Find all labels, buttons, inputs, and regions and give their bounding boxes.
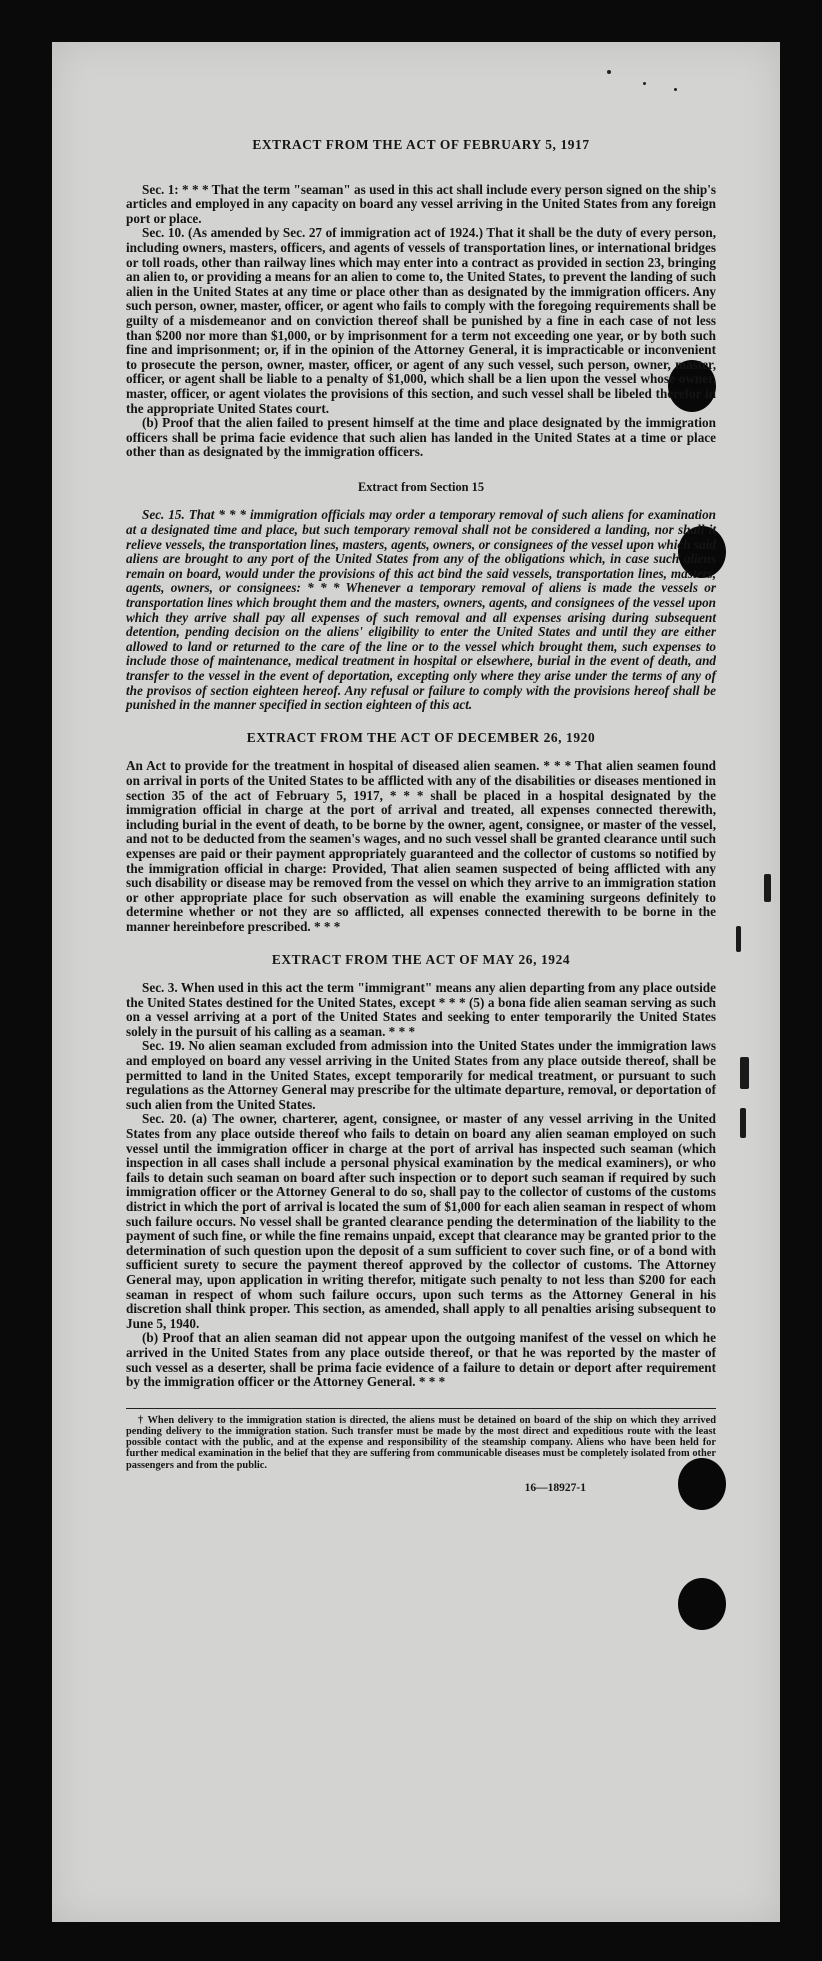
form-number: 16—18927-1	[524, 1481, 586, 1494]
footnote-text: † When delivery to the immigration station is directed, the aliens must be detained on board of the ship on which they arrived pending delivery to the immigration station. Such transfer must be made by the most direct and expeditious route with the least possible contact with the public, and at the expense and responsibility of the steamship company. Aliens who have been held for further medical examination in the belief that they are suffering from communicable diseases must be completely isolated from other passengers and from the public.	[126, 1414, 716, 1471]
paragraph-sec20b: (b) Proof that an alien seaman did not appear upon the outgoing manifest of the vessel on which he arrived in the United States from any place outside thereof, or that he was reported by the master of such vessel as a deserter, shall be prima facie evidence of a failure to detain or deport after requirement by the immigration officer or the Attorney General. * * *	[126, 1330, 716, 1390]
section-15-block	[126, 508, 716, 712]
ink-speck	[643, 82, 646, 85]
ink-speck	[674, 88, 677, 91]
margin-mark	[764, 874, 771, 902]
margin-mark	[736, 926, 741, 952]
paragraph-sec19: Sec. 19. No alien seaman excluded from admission into the United States under the immigration laws and employed on board any vessel arriving in the United States from any place outside thereof, shall be permitted to land in the United States, except temporarily for medical treatment, or pursuant to such regulations as the Attorney General may prescribe for the ultimate departure, removal, or deportation of such alien from the United States.	[126, 1038, 716, 1112]
paragraph-act-1920: An Act to provide for the treatment in hospital of diseased alien seamen. * * * That alien seamen found on arrival in ports of the United States to be afflicted with any of the disabilities or diseases mentioned in section 35 of the act of February 5, 1917, * * * shall be placed in a hospital designated by the immigration official in charge at the port of arrival and treated, all expenses connected therewith, including burial in the event of death, to be borne by the owner, agent, consignee, or master of the vessel, and not to be deducted from the seamen's wages, and no such vessel shall be granted clearance until such expenses are paid or their payment appropriately guaranteed and the collector of customs so notified by the immigration official in charge: Provided, That alien seamen suspected of being afflicted with any such disability or disease may be removed from the vessel on which they arrive to an immigration station or other appropriate place for such observation as will enable the examining surgeons definitely to determine whether or not they are so afflicted, all expenses connected therewith to be borne in the manner hereinbefore prescribed. * * *	[126, 758, 716, 934]
text-column	[126, 138, 716, 1495]
punch-hole-4	[678, 1578, 726, 1630]
heading-act-1924: EXTRACT FROM THE ACT OF MAY 26, 1924	[271, 951, 571, 967]
heading-act-1920: EXTRACT FROM THE ACT OF DECEMBER 26, 1920	[246, 729, 596, 745]
footnote-divider	[126, 1408, 716, 1409]
margin-mark	[740, 1057, 749, 1089]
paragraph-sec10: Sec. 10. (As amended by Sec. 27 of immigration act of 1924.) That it shall be the duty of every person, including owners, masters, officers, and agents of vessels of transportation lines, or international bridges or toll roads, other than railway lines which may enter into a contract as provided in section 23, bringing an alien to, or providing a means for an alien to come to, the United States, to prevent the landing of such alien in the United States at any time or place other than as designated by the immigration officers. Any such person, owner, master, officer, or agent who fails to comply with the foregoing requirements shall be guilty of a misdemeanor and on conviction thereof shall be punished by a fine in each case of not less than $200 nor more than $1,000, or by imprisonment for a term not exceeding one year, or by both such fine and imprisonment; or, if in the opinion of the Attorney General, it is impracticable or inconvenient to prosecute the person, owner, master, officer, or agent of any such vessel, such person, owner, master, officer, or agent shall be liable to a penalty of $1,000, which shall be a lien upon the vessel whose owner, master, officer, or agent violates the provisions of this section, and such vessel shall be libeled therefor in the appropriate United States court.	[126, 225, 716, 416]
paragraph-sec3: Sec. 3. When used in this act the term "immigrant" means any alien departing from any place outside the United States destined for the United States, except * * * (5) a bona fide alien seaman serving as such on a vessel arriving at a port of the United States and seeking to enter temporarily the United States solely in the pursuit of his calling as a seaman. * * *	[126, 980, 716, 1039]
margin-mark	[740, 1108, 746, 1138]
document-page	[52, 42, 780, 1922]
heading-act-1917: EXTRACT FROM THE ACT OF FEBRUARY 5, 1917	[252, 137, 590, 152]
paragraph-sec20: Sec. 20. (a) The owner, charterer, agent, consignee, or master of any vessel arriving in the United States from any place outside thereof who fails to detain on board any alien seaman employed on such vessel until the immigration officer in charge at the port of arrival has inspected such seaman (which inspection in all cases shall include a personal physical examination by the medical examiners), or who fails to detain such seaman on board after such inspection or to deport such seaman if required by such immigration officer or the Attorney General to do so, shall pay to the collector of customs of the customs district in which the port of arrival is located the sum of $1,000 for each alien seaman in respect of whom such failure occurs. No vessel shall be granted clearance pending the determination of the liability to the payment of such fine, or while the fine remains unpaid, except that clearance may be granted prior to the determination of such question upon the deposit of a sum sufficient to cover such fine, or of a bond with sufficient surety to secure the payment thereof approved by the collector of customs. The Attorney General may, upon application in writing therefor, mitigate such penalty to not less than $200 for each seaman in respect of whom such failure occurs, upon such terms as the Attorney General in his discretion shall think proper. This section, as amended, shall apply to all penalties arising subsequent to June 5, 1940.	[126, 1111, 716, 1331]
footnote	[126, 1415, 716, 1471]
paragraph-sec10b: (b) Proof that the alien failed to present himself at the time and place designated by the immigration officers shall be prima facie evidence that such alien has landed in the United States at a time or place other than as designated by the immigration officers.	[126, 415, 716, 460]
paragraph-sec15: Sec. 15. That * * * immigration officials may order a temporary removal of such aliens for examination at a designated time and place, but such temporary removal shall not be considered a landing, nor shall it relieve vessels, the transportation lines, masters, agents, owners, or consignees of the vessel upon which said aliens are brought to any port of the United States from any of the obligations which, in case such aliens remain on board, would under the provisions of this act bind the said vessels, transportation lines, masters, agents, owners, or consignees: * * * Whenever a temporary removal of aliens is made the vessels or transportation lines which brought them and the masters, owners, agents, and consignees of the vessel upon which they arrive shall pay all expenses of such removal and all expenses arising during subsequent detention, pending decision on the aliens' eligibility to enter the United States and until they are either allowed to land or returned to the care of the line or to the vessel which brought them, such expenses to include those of maintenance, medical treatment in hospital or elsewhere, burial in the event of death, and transfer to the vessel in the event of deportation, excepting only where they arise under the terms of any of the provisos of section eighteen hereof. Any refusal or failure to comply with the provisions hereof shall be punished in the manner specified in section eighteen of this act.	[126, 507, 716, 713]
heading-section-15: Extract from Section 15	[357, 479, 485, 494]
paragraph-sec1: Sec. 1: * * * That the term "seaman" as used in this act shall include every person signed on the ship's articles and employed in any capacity on board any vessel arriving in the United States from any foreign port or place.	[126, 181, 716, 226]
ink-speck	[607, 70, 611, 74]
